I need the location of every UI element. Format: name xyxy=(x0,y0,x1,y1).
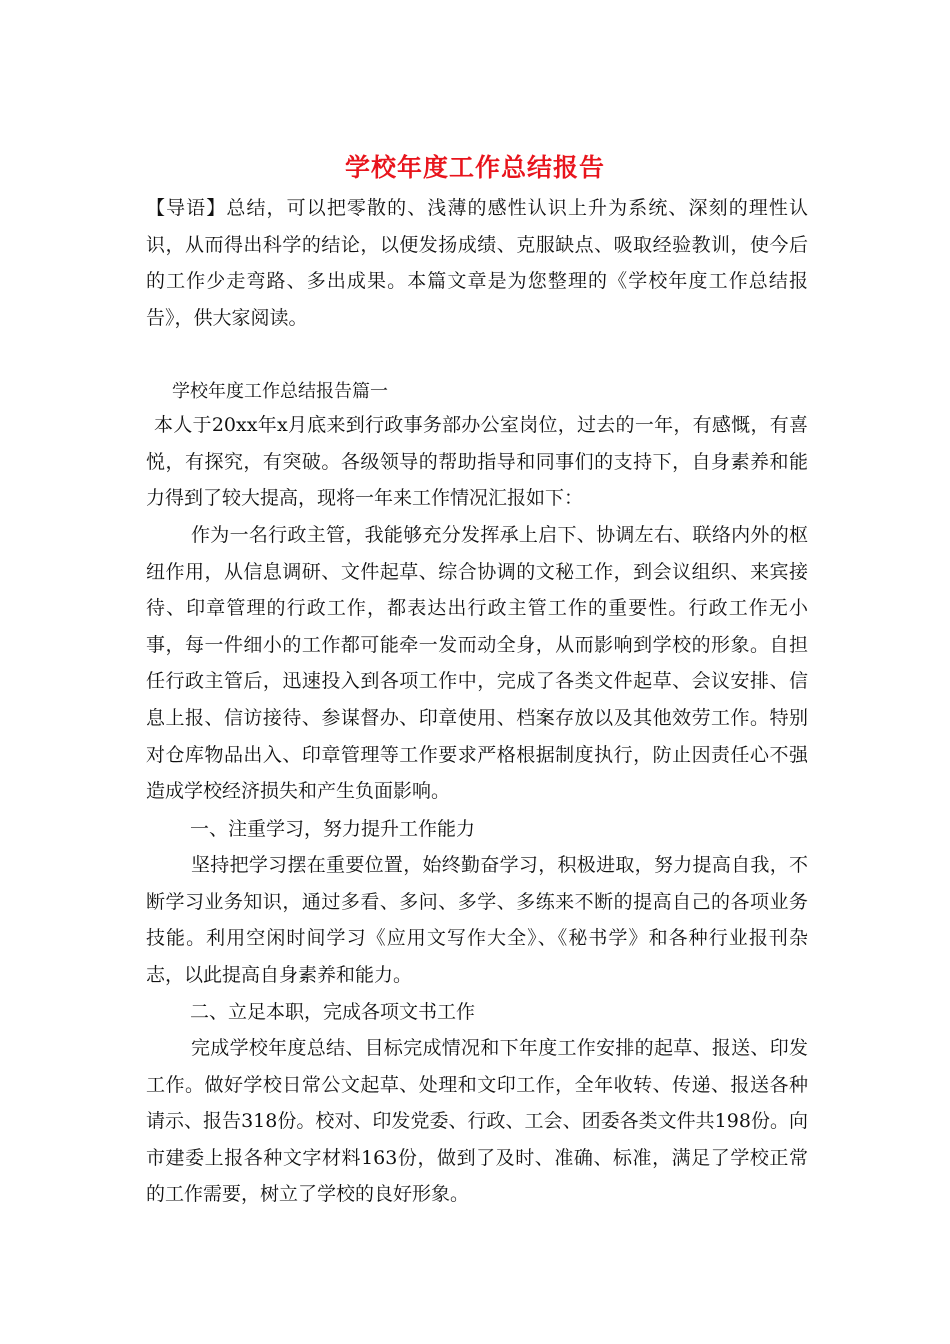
heading-1: 一、注重学习，努力提升工作能力 xyxy=(190,818,476,840)
section-title: 学校年度工作总结报告篇一 xyxy=(172,381,388,402)
intro-paragraph: 【导语】总结，可以把零散的、浅薄的感性认识上升为系统、深刻的理性认识，从而得出科学的结论，以便发扬成绩、克服缺点、吸取经验教训，使今后的工作少走弯路、多出成果。本篇文章是为您整理的《学校年度工作总结报告》，供大家阅读。 xyxy=(146,197,808,329)
paragraph-4: 完成学校年度总结、目标完成情况和下年度工作安排的起草、报送、印发工作。做好学校日常公文起草、处理和文印工作，全年收转、传递、报送各种请示、报告318份。校对、印发党委、行政、工会、团委各类文件共198份。向市建委上报各种文字材料163份，做到了及时、准确、标准，满足了学校正常的工作需要，树立了学校的良好形象。 xyxy=(146,1037,808,1206)
paragraph-3: 坚持把学习摆在重要位置，始终勤奋学习，积极进取，努力提高自我，不断学习业务知识，通过多看、多问、多学、多练来不断的提高自己的各项业务技能。利用空闲时间学习《应用文写作大全》、《秘书学》和各种行业报刊杂志，以此提高自身素养和能力。 xyxy=(146,854,808,986)
paragraph-1: 本人于20xx年x月底来到行政事务部办公室岗位，过去的一年，有感慨，有喜悦，有探究，有突破。各级领导的帮助指导和同事们的支持下，自身素养和能力得到了较大提高，现将一年来工作情况汇报如下： xyxy=(146,414,808,510)
document-title: 学校年度工作总结报告 xyxy=(344,153,605,182)
heading-2: 二、立足本职，完成各项文书工作 xyxy=(190,1001,476,1023)
paragraph-2: 作为一名行政主管，我能够充分发挥承上启下、协调左右、联络内外的枢纽作用，从信息调研、文件起草、综合协调的文秘工作，到会议组织、来宾接待、印章管理的行政工作，都表达出行政主管工作的重要性。行政工作无小事，每一件细小的工作都可能牵一发而动全身，从而影响到学校的形象。自担任行政主管后，迅速投入到各项工作中，完成了各类文件起草、会议安排、信息上报、信访接待、参谋督办、印章使用、档案存放以及其他效劳工作。特别对仓库物品出入、印章管理等工作要求严格根据制度执行，防止因责任心不强造成学校经济损失和产生负面影响。 xyxy=(146,524,808,803)
